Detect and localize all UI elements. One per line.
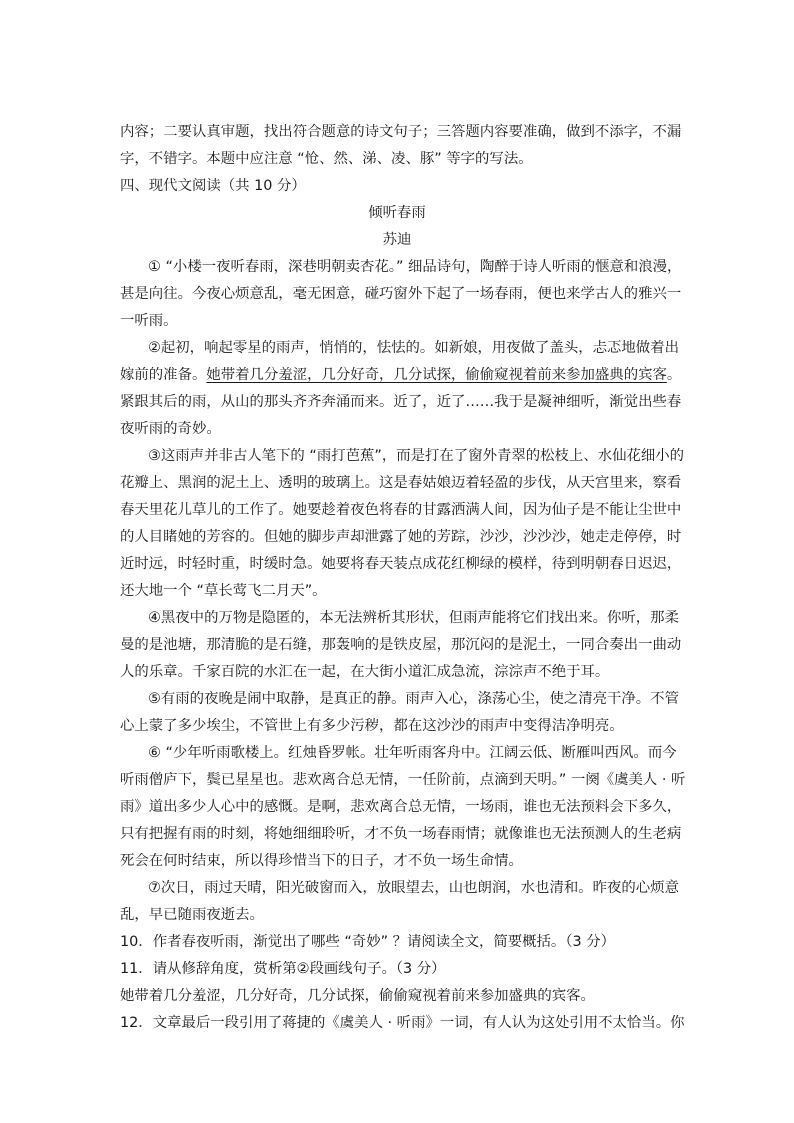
para1-line-2: 甚是向往。今夜心烦意乱，毫无困意，碰巧窗外下起了一场春雨，便也来学古人的雅兴一 [120, 286, 682, 302]
article-title: 倾听春雨 [368, 205, 426, 221]
intro-line-1: 内容；二要认真审题，找出符合题意的诗文句子；三答题内容要准确，做到不添字，不漏 [120, 124, 682, 140]
para3-line-5: 近时远，时轻时重，时缓时急。她要将春天装点成花红柳绿的模样，待到明朝春日迟迟， [120, 556, 682, 572]
para2-line-1: ②起初，响起零星的雨声，悄悄的，怯怯的。如新娘，用夜做了盖头，忐忑地做着出 [148, 340, 679, 356]
intro-line-2: 字，不错字。本题中应注意 “怆、然、涕、凌、豚” 等字的写法。 [120, 151, 533, 167]
para4-line-1: ④黑夜中的万物是隐匿的，本无法辨析其形状，但雨声能将它们找出来。你听，那柔 [148, 610, 679, 626]
para6-line-3: 雨》道出多少人心中的感慨。是啊，悲欢离合总无情，一场雨，谁也无法预料会下多久， [120, 799, 682, 815]
para4-line-2: 曼的是池塘，那清脆的是石缝，那轰响的是铁皮屋，那沉闷的是泥土，一同合奏出一曲动 [120, 637, 682, 653]
question-12: 12．文章最后一段引用了蒋捷的《虞美人 · 听雨》一词，有人认为这处引用不太恰当。你 [120, 1015, 685, 1031]
para2-line-2 [120, 366, 680, 384]
question-10: 10．作者春夜听雨，渐觉出了哪些 “奇妙” ？请阅读全文，简要概括。（3 分） [120, 934, 616, 950]
section-heading: 四、现代文阅读（共 10 分） [120, 178, 306, 194]
para3-line-4: 的人目睹她的芳容的。但她的脚步声却泄露了她的芳踪，沙沙，沙沙沙，她走走停停，时 [120, 529, 682, 545]
para2-line-2-before: 嫁前的准备。 [120, 367, 207, 383]
para2-line-3: 紧跟其后的雨，从山的那头齐齐奔涌而来。近了，近了……我于是凝神细听，渐觉出些春 [120, 394, 682, 410]
para6-line-1: ⑥ “少年听雨歌楼上。红烛昏罗帐。壮年听雨客舟中。江阔云低、断雁叫西风。而今 [148, 745, 677, 761]
para6-line-2: 听雨僧庐下，鬓已星星也。悲欢离合总无情，一任阶前，点滴到天明。” 一阕《虞美人 · 听 [120, 772, 686, 788]
article-author: 苏迪 [382, 232, 412, 248]
question-11: 11．请从修辞角度，赏析第②段画线句子。（3 分） [120, 961, 446, 977]
para7-line-2: 乱，早已随雨夜逝去。 [120, 907, 264, 923]
para2-line-4: 夜听雨的奇妙。 [120, 421, 221, 437]
para5-line-1: ⑤有雨的夜晚是闹中取静，是真正的静。雨声入心，涤荡心尘，使之清亮干净。不管 [148, 691, 679, 707]
para3-line-6: 还大地一个 “草长莺飞二月天”。 [120, 583, 327, 599]
para3-line-2: 花瓣上、黑润的泥土上、透明的玻璃上。这是春姑娘迈着轻盈的步伐，从天宫里来，察看 [120, 475, 682, 491]
para4-line-3: 人的乐章。千家百院的水汇在一起，在大街小道汇成急流，淙淙声不绝于耳。 [120, 664, 610, 680]
underlined-sentence: 她带着几分羞涩，几分好奇，几分试探，偷偷窥视着前来参加盛典的宾客 [206, 367, 667, 383]
para1-line-1: ① “小楼一夜听春雨，深巷明朝卖杏花。” 细品诗句，陶醉于诗人听雨的惬意和浪漫， [148, 259, 682, 275]
para5-line-2: 心上蒙了多少埃尘，不管世上有多少污秽，都在这沙沙的雨声中变得洁净明亮。 [120, 718, 624, 734]
para1-line-3: 一听雨。 [120, 313, 178, 329]
para3-line-1: ③这雨声并非古人笔下的 “雨打芭蕉”，而是打在了窗外青翠的松枝上、水仙花细小的 [148, 448, 685, 464]
para2-line-2-after: 。 [666, 367, 682, 383]
question-11-quote: 她带着几分羞涩，几分好奇，几分试探，偷偷窥视着前来参加盛典的宾客。 [120, 988, 595, 1004]
para6-line-4: 只有把握有雨的时刻，将她细细聆听，才不负一场春雨情；就像谁也无法预测人的生老病 [120, 826, 682, 842]
para3-line-3: 春天里花儿草儿的工作了。她要趁着夜色将春的甘露洒满人间，因为仙子是不能让尘世中 [120, 502, 682, 518]
para6-line-5: 死会在何时结束，所以得珍惜当下的日子，才不负一场生命情。 [120, 853, 523, 869]
para7-line-1: ⑦次日，雨过天晴，阳光破窗而入，放眼望去，山也朗润，水也清和。昨夜的心烦意 [148, 880, 679, 896]
